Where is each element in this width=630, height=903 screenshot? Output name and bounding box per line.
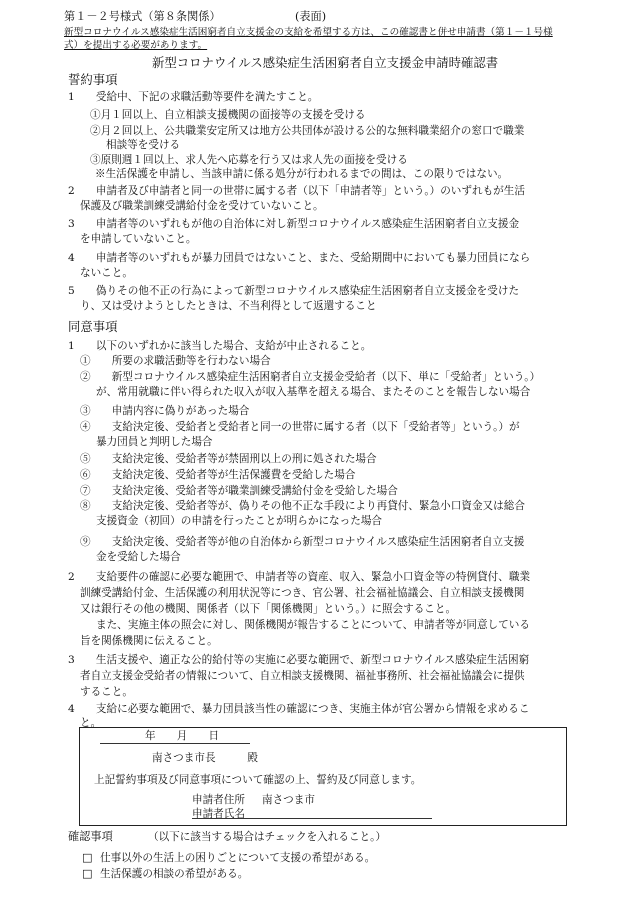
stop-condition-7: ⑦ 支給決定後、受給者等が職業訓練受講給付金を受給した場合 bbox=[80, 485, 398, 497]
consent-item-3: 3 生活支援や、適正な公的給付等の実施に必要な範囲で、新型コロナウイルス感染症生活困窮 bbox=[68, 654, 530, 666]
pledge-item-4: 4 申請者等のいずれもが暴力団員ではないこと、また、受給期間中においても暴力団員になら bbox=[68, 252, 531, 264]
checkbox-icon: □ bbox=[82, 867, 93, 880]
welfare-consultation-label: 生活保護の相談の希望がある。 bbox=[100, 868, 249, 880]
stop-condition-1: ① 所要の求職活動等を行わない場合 bbox=[80, 355, 271, 367]
support-request-label: 仕事以外の生活上の困りごとについて支援の希望がある。 bbox=[100, 852, 376, 864]
consent-item-3-cont-1: 者自立支援金受給者の情報について、自立相談支援機関、福祉事務所、社会福祉協議会に提供 bbox=[80, 670, 525, 682]
notice-line-1: 新型コロナウイルス感染症生活困窮者自立支援金の支給を希望する方は、この確認書と併せ申請書（第１－１号様 bbox=[64, 27, 553, 38]
confirm-heading: 確認事項 bbox=[68, 830, 113, 843]
document-title: 新型コロナウイルス感染症生活困窮者自立支援金申請時確認書 bbox=[152, 55, 499, 70]
checkbox-welfare-consultation[interactable] bbox=[82, 867, 93, 880]
stop-condition-9-cont: 金を受給した場合 bbox=[96, 551, 181, 563]
applicant-name-line bbox=[192, 818, 432, 819]
stop-condition-3: ③ 申請内容に偽りがあった場合 bbox=[80, 405, 250, 417]
applicant-address-value[interactable]: 南さつま市 bbox=[262, 794, 315, 806]
consent-item-2-cont-2: 又は銀行その他の機関、関係者（以下「関係機関」という。）に照会すること。 bbox=[80, 603, 457, 615]
pledge-item-4-cont: ないこと。 bbox=[80, 267, 133, 279]
agreement-statement: 上記誓約事項及び同意事項について確認の上、誓約及び同意します。 bbox=[94, 774, 422, 786]
pledge-item-2: 2 申請者及び申請者と同一の世帯に属する者（以下「申請者等」という。）のいずれもが生活 bbox=[68, 185, 525, 197]
checkbox-support-request[interactable] bbox=[82, 851, 93, 864]
pledge-item-5-cont: り、又は受けようとしたときは、不当利得として返還すること bbox=[80, 300, 377, 312]
consent-item-3-cont-2: すること。 bbox=[80, 686, 133, 698]
confirm-instruction: （以下に該当する場合はチェックを入れること。） bbox=[148, 831, 387, 843]
mayor-addressee: 南さつま市長 殿 bbox=[152, 752, 258, 764]
applicant-name-label: 申請者氏名 bbox=[192, 808, 245, 820]
stop-condition-6: ⑥ 支給決定後、受給者等が生活保護費を受給した場合 bbox=[80, 469, 356, 481]
stop-condition-4: ④ 支給決定後、受給者と受給者と同一の世帯に属する者（以下「受給者等」という。）が bbox=[80, 421, 520, 433]
stop-condition-2-cont: が、常用就職に伴い得られた収入が収入基準を超える場合、またそのことを報告しない場合 bbox=[96, 386, 531, 398]
applicant-address-label: 申請者住所 bbox=[192, 794, 245, 806]
pledge-note: ※生活保護を申請し、当該申請に係る処分が行われるまでの間は、この限りではない。 bbox=[95, 168, 509, 180]
consent-item-2-cont-1: 訓練受講給付金、生活保護の利用状況等につき、官公署、社会福祉協議会、自立相談支援機関 bbox=[80, 587, 525, 599]
pledge-sub-1: ①月１回以上、自立相談支援機関の面接等の支援を受ける bbox=[90, 109, 366, 121]
checkbox-icon: □ bbox=[82, 851, 93, 864]
stop-condition-8-cont: 支援資金（初回）の申請を行ったことが明らかになった場合 bbox=[96, 515, 383, 527]
pledge-sub-2: ②月２回以上、公共職業安定所又は地方公共団体が設ける公的な無料職業紹介の窓口で職業 bbox=[90, 125, 525, 137]
notice-line-2: 式）を提出する必要があります。 bbox=[64, 40, 208, 51]
pledge-item-1: 1 受給中、下記の求職活動等要件を満たすこと。 bbox=[68, 91, 319, 103]
pledge-sub-2-cont: 相談等を受ける bbox=[106, 139, 181, 151]
consent-item-1: 1 以下のいずれかに該当した場合、支給が中止されること。 bbox=[68, 340, 372, 352]
consent-heading: 同意事項 bbox=[68, 319, 118, 334]
stop-condition-4-cont: 暴力団員と判明した場合 bbox=[96, 436, 213, 448]
date-field[interactable]: 年 月 日 bbox=[145, 730, 220, 742]
signature-box bbox=[79, 727, 567, 826]
stop-condition-2: ② 新型コロナウイルス感染症生活困窮者自立支援金受給者（以下、単に「受給者」という。） bbox=[80, 371, 541, 383]
consent-item-4-cont: と。 bbox=[80, 717, 102, 729]
consent-item-2-cont-3: また、実施主体の照会に対し、関係機関が報告することについて、申請者等が同意している bbox=[96, 619, 530, 631]
date-line bbox=[100, 743, 250, 744]
pledge-item-5: 5 偽りその他不正の行為によって新型コロナウイルス感染症生活困窮者自立支援金を受けた bbox=[68, 285, 520, 297]
pledge-item-2-cont: 保護及び職業訓練受講給付金を受けていないこと。 bbox=[80, 200, 324, 212]
consent-item-4: 4 支給に必要な範囲で、暴力団員該当性の確認につき、実施主体が官公署から情報を求めるこ bbox=[68, 703, 530, 715]
stop-condition-9: ⑨ 支給決定後、受給者等が他の自治体から新型コロナウイルス感染症生活困窮者自立支援 bbox=[80, 536, 525, 548]
pledge-item-3-cont: を申請していないこと。 bbox=[80, 233, 197, 245]
stop-condition-8: ⑧ 支給決定後、受給者等が、偽りその他不正な手段により再貸付、緊急小口資金又は総合 bbox=[80, 500, 525, 512]
consent-item-2: 2 支給要件の確認に必要な範囲で、申請者等の資産、収入、緊急小口資金等の特例貸付、職業 bbox=[68, 571, 531, 583]
form-number: 第１－２号様式（第８条関係） bbox=[64, 10, 221, 23]
pledge-sub-3: ③原則週１回以上、求人先へ応募を行う又は求人先の面接を受ける bbox=[90, 154, 408, 166]
stop-condition-5: ⑤ 支給決定後、受給者等が禁固刑以上の刑に処された場合 bbox=[80, 453, 377, 465]
front-side-label: (表面) bbox=[295, 10, 327, 23]
consent-item-2-cont-4: 旨を関係機関に伝えること。 bbox=[80, 635, 218, 647]
pledge-heading: 誓約事項 bbox=[68, 72, 118, 87]
pledge-item-3: 3 申請者等のいずれもが他の自治体に対し新型コロナウイルス感染症生活困窮者自立支援金 bbox=[68, 218, 520, 230]
